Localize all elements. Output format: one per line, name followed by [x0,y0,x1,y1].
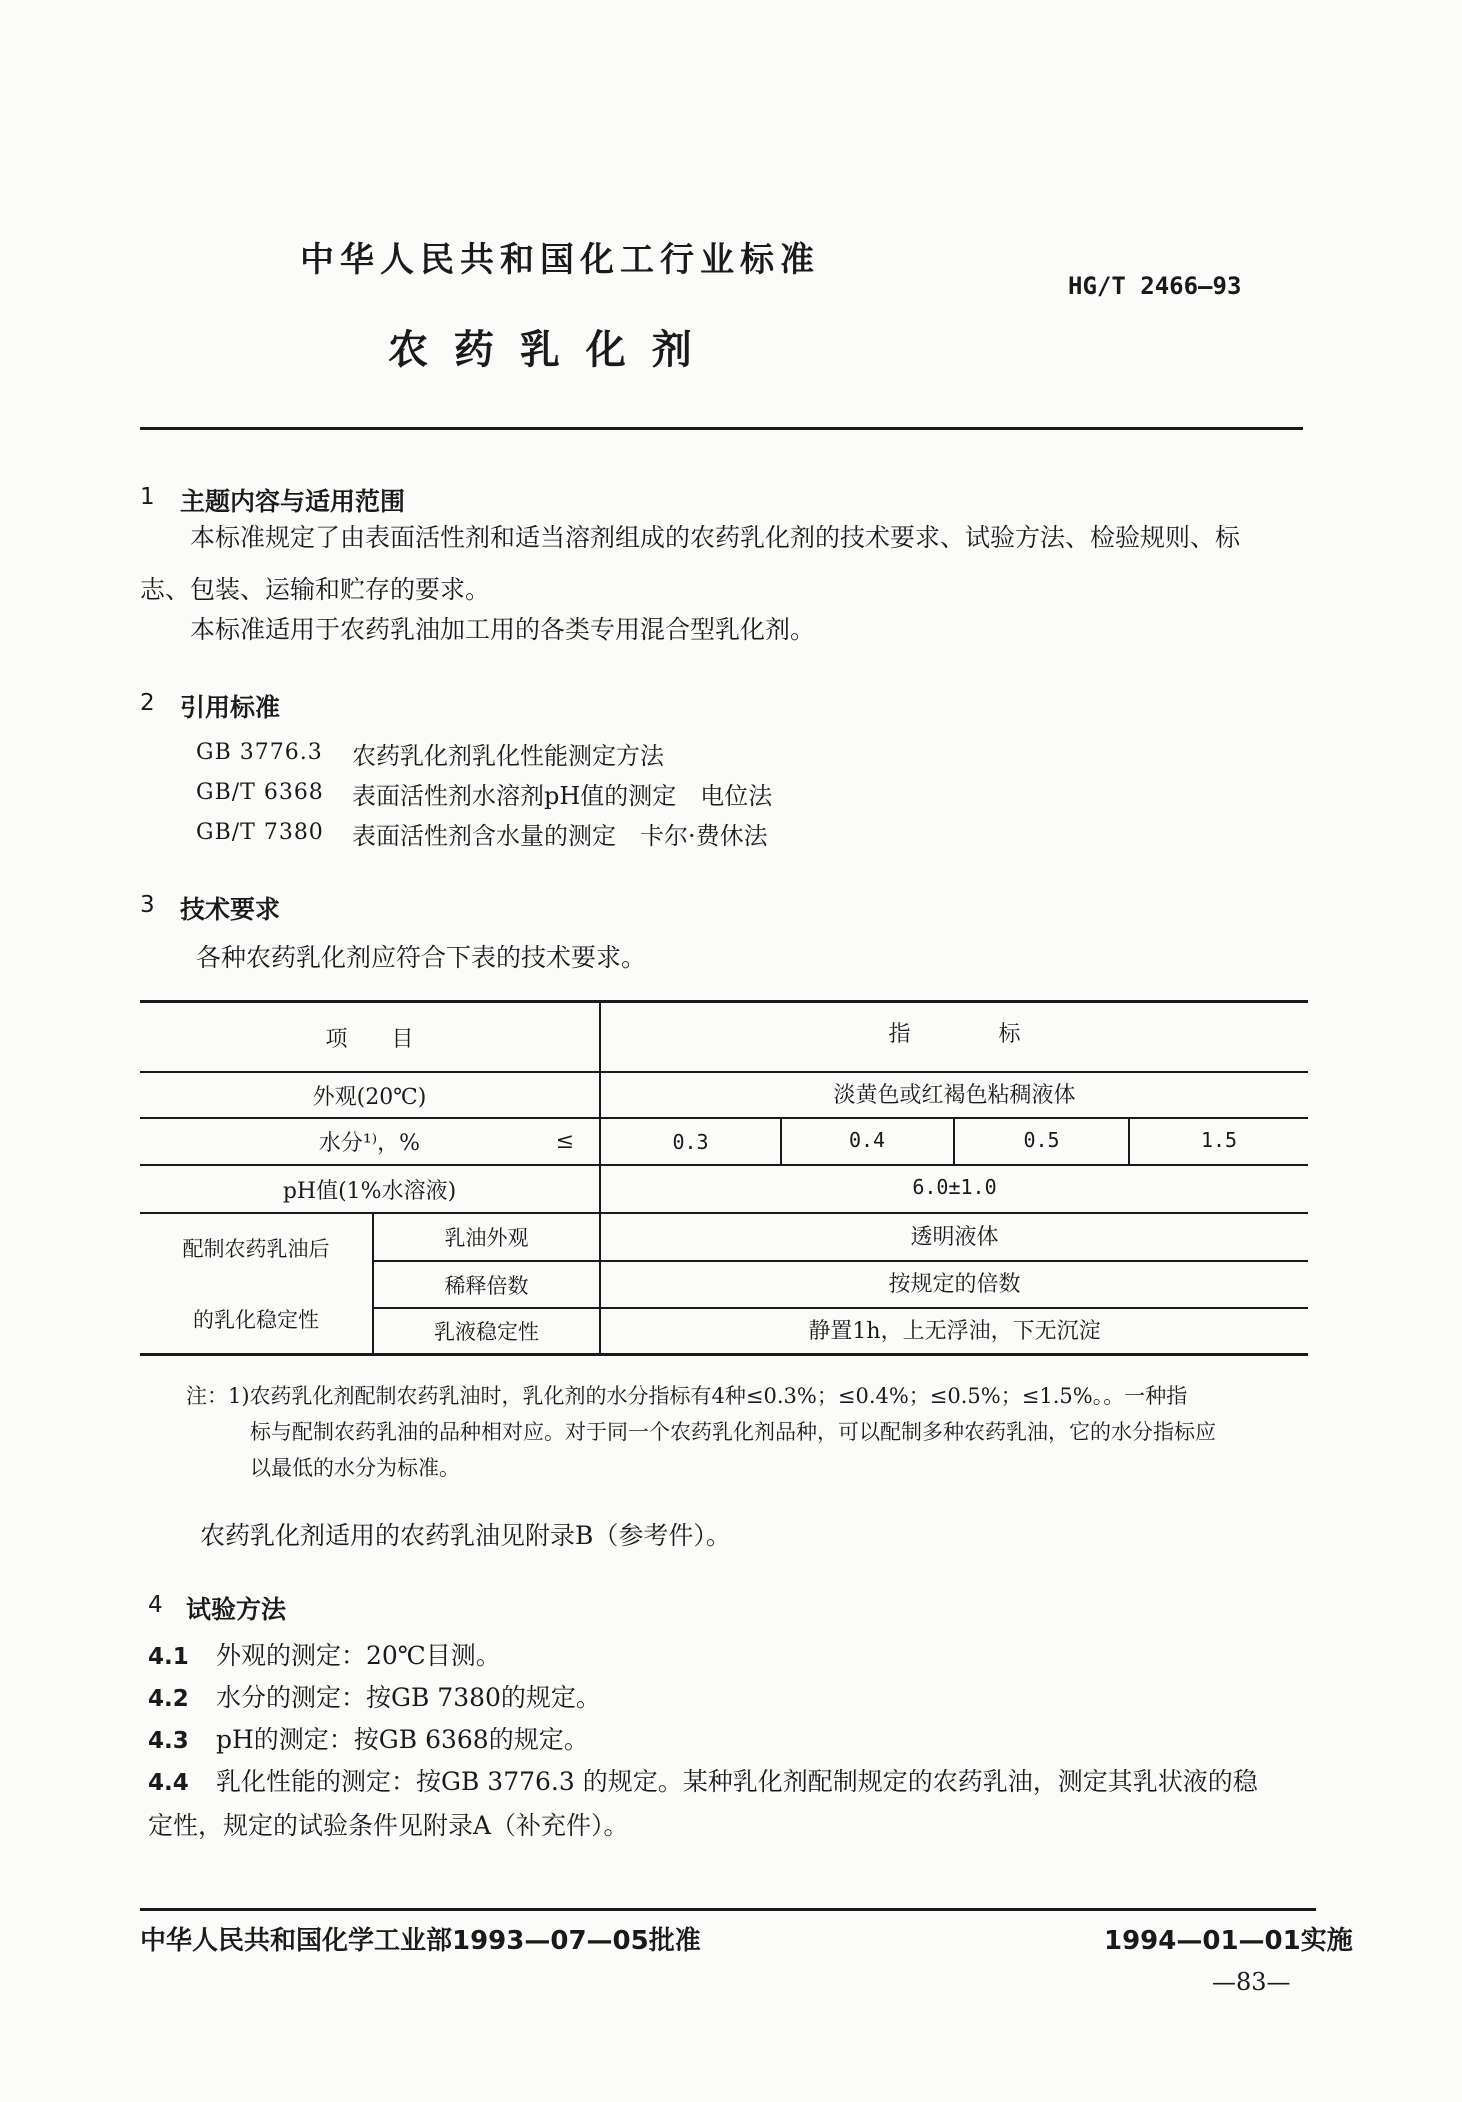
item-4-3-text: pH的测定：按GB 6368的规定。 [216,1725,589,1754]
appendix-reference: 农药乳化剂适用的农药乳油见附录B（参考件）。 [200,1521,731,1550]
item-4-4-number: 4.4 [148,1770,189,1796]
table-bottom-rule [140,1353,1308,1356]
section-2-number: 2 [140,690,155,716]
section-3-title: 技术要求 [180,895,281,924]
item-4-1-number: 4.1 [148,1644,189,1670]
ref-code-2: GB/T 6368 [196,780,324,805]
appearance-label: 外观(20℃) [312,1084,427,1110]
approval-line: 中华人民共和国化学工业部1993—07—05批准 [140,1926,701,1956]
ref-title-2: 表面活性剂水溶剂pH值的测定 电位法 [352,782,773,810]
item-4-1-text: 外观的测定：20℃目测。 [216,1641,501,1670]
section-3-intro: 各种农药乳化剂应符合下表的技术要求。 [196,943,647,972]
section-3-number: 3 [140,892,155,918]
stability-group-label-1: 配制农药乳油后 [182,1237,330,1261]
water-value-3: 0.5 [1023,1127,1060,1152]
ref-code-1: GB 3776.3 [196,740,323,765]
section-4-number: 4 [148,1592,163,1618]
org-title: 中华人民共和国化工行业标准 [300,240,820,280]
table-header-item: 项 目 [325,1026,414,1052]
water-symbol: ≤ [555,1129,575,1154]
section-1-number: 1 [140,484,155,510]
ph-value: 6.0±1.0 [912,1175,997,1199]
ph-label: pH值(1%水溶液) [282,1178,457,1204]
sub-row-label-1: 乳油外观 [444,1226,529,1250]
header-rule [140,427,1303,430]
page-number: —83— [1212,1968,1291,1996]
section-2-title: 引用标准 [180,693,281,722]
note-line-3: 以最低的水分为标准。 [250,1456,460,1480]
footer-rule [140,1908,1316,1911]
sub-row-label-3: 乳液稳定性 [434,1320,539,1344]
item-4-3-number: 4.3 [148,1728,189,1754]
water-value-1: 0.3 [672,1129,709,1154]
sub-row-value-2: 按规定的倍数 [888,1272,1021,1297]
document-title: 农 药 乳 化 剂 [388,327,698,373]
ref-code-3: GB/T 7380 [196,820,324,845]
section-1-para1-line1: 本标准规定了由表面活性剂和适当溶剂组成的农药乳化剂的技术要求、试验方法、检验规则、标 [190,523,1241,552]
section-1-title: 主题内容与适用范围 [180,487,406,516]
stability-group-label-2: 的乳化稳定性 [193,1308,319,1332]
section-1-para1-line2: 志、包装、运输和贮存的要求。 [140,575,491,604]
note-line-2: 标与配制农药乳油的品种相对应。对于同一个农药乳化剂品种，可以配制多种农药乳油，它的水分指标应 [250,1420,1216,1444]
ref-title-1: 农药乳化剂乳化性能测定方法 [352,742,664,770]
table-header-index: 指 标 [888,1021,1021,1047]
spec-table [140,1000,1308,1356]
water-label: 水分¹⁾，% [318,1131,421,1156]
standard-code: HG/T 2466—93 [1068,272,1242,300]
sub-row-value-3: 静置1h，上无浮油，下无沉淀 [808,1318,1101,1344]
appearance-value: 淡黄色或红褐色粘稠液体 [833,1082,1076,1108]
sub-row-value-1: 透明液体 [910,1224,999,1250]
item-4-2-text: 水分的测定：按GB 7380的规定。 [216,1683,601,1712]
item-4-2-number: 4.2 [148,1686,189,1712]
item-4-4-text: 乳化性能的测定：按GB 3776.3 的规定。某种乳化剂配制规定的农药乳油，测定其乳状液的稳 [216,1767,1258,1796]
water-value-2: 0.4 [848,1127,886,1152]
water-value-4: 1.5 [1200,1127,1238,1152]
section-1-para2: 本标准适用于农药乳油加工用的各类专用混合型乳化剂。 [190,615,816,644]
note-line-1: 注：1)农药乳化剂配制农药乳油时，乳化剂的水分指标有4种≤0.3%；≤0.4%；≤0.5%；≤1.5%。。一种指 [186,1384,1188,1408]
item-4-4-continuation: 定性，规定的试验条件见附录A（补充件）。 [148,1811,629,1840]
section-4-title: 试验方法 [186,1595,287,1624]
ref-title-3: 表面活性剂含水量的测定 卡尔·费休法 [352,822,768,850]
effective-date: 1994—01—01实施 [1104,1926,1353,1956]
sub-row-label-2: 稀释倍数 [444,1273,529,1298]
